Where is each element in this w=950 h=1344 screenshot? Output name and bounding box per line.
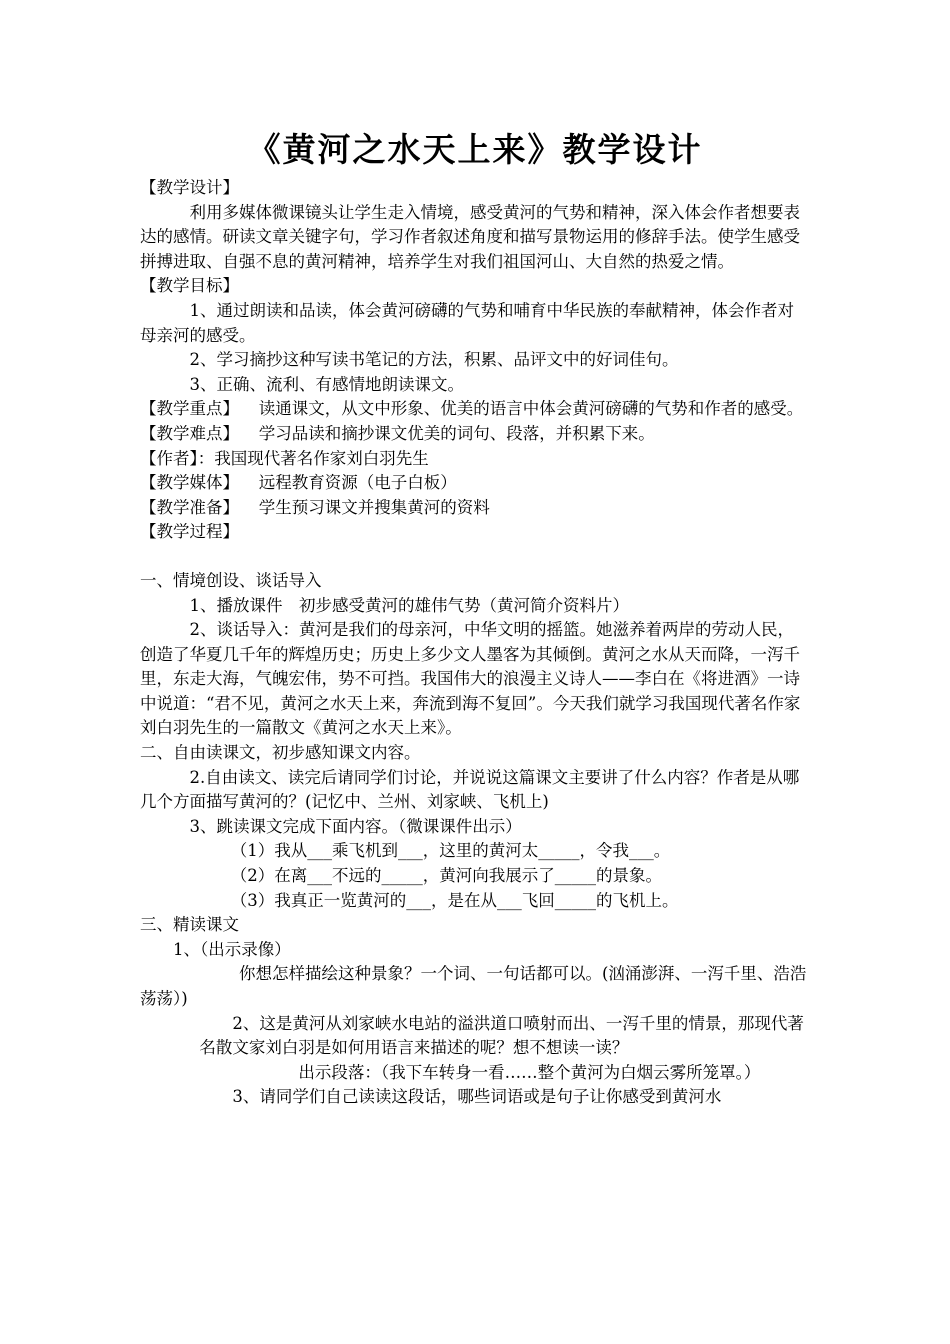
part1-item2: 2、谈话导入：黄河是我们的母亲河，中华文明的摇篮。她滋养着两岸的劳动人民，创造了华夏几千年的辉煌历史；历史上多少文人墨客为其倾倒。黄河之水从天而降，一泻千里，东走大海，气魄宏伟，势不可挡。我国伟大的浪漫主义诗人——李白在《将进酒》一诗中说道：“君不见，黄河之水天上来，奔流到海不复回”。今天我们就学习我国现代著名作家刘白羽先生的一篇散文《黄河之水天上来》。 [140, 620, 801, 738]
part3-title: 三、精读课文 [140, 915, 239, 935]
difficulty-row [140, 422, 810, 447]
part2-item3: 3、跳读课文完成下面内容。（微课课件出示） [189, 816, 522, 836]
blank-item: （1）我从___乘飞机到___，这里的黄河太_____，令我___。 [230, 841, 671, 861]
key-point-label: 【教学重点】 [140, 399, 239, 419]
author-label: 【作者】 [140, 448, 198, 468]
goals-header: 【教学目标】 [140, 276, 239, 296]
prep-label: 【教学准备】 [140, 497, 239, 517]
part1-title: 一、情境创设、谈话导入 [140, 570, 322, 590]
goal-item: 3、正确、流利、有感情地朗读课文。 [189, 374, 464, 394]
spacer [140, 545, 810, 569]
media-text: 远程教育资源（电子白板） [258, 473, 457, 493]
part3-item1: 1、（出示录像） [173, 939, 291, 959]
part3-item2-show: 出示段落：（我下车转身一看……整个黄河为白烟云雾所笼罩。） [298, 1062, 761, 1082]
part3-item2: 2、这是黄河从刘家峡水电站的溢洪道口喷射而出、一泻千里的情景，那现代著名散文家刘白羽是如何用语言来描述的呢？想不想读一读？ [199, 1013, 804, 1058]
process-header: 【教学过程】 [140, 522, 239, 542]
design-text: 利用多媒体微课镜头让学生走入情境，感受黄河的气势和精神，深入体会作者想要表达的感情。研读文章关键字句，学习作者叙述角度和描写景物运用的修辞手法。使学生感受拼搏进取、自强不息的黄河精神，培养学生对我们祖国河山、大自然的热爱之情。 [140, 202, 800, 271]
key-point-text: 读通课文，从文中形象、优美的语言中体会黄河磅礴的气势和作者的感受。 [258, 399, 804, 419]
document-title: 《黄河之水天上来》教学设计 [247, 130, 703, 169]
part3-item1-text: 你想怎样描绘这种景象？一个词、一句话都可以。(汹涌澎湃、一泻千里、浩浩荡荡）) [140, 964, 807, 1008]
prep-row [140, 496, 810, 521]
part3-item3: 3、请同学们自己读读这段话，哪些词语或是句子让你感受到黄河水 [232, 1087, 722, 1107]
goal-item: 1、通过朗读和品读，体会黄河磅礴的气势和哺育中华民族的奉献精神，体会作者对母亲河的感受。 [140, 300, 794, 345]
design-header: 【教学设计】 [140, 178, 239, 197]
goal-item: 2、学习摘抄这种写读书笔记的方法，积累、品评文中的好词佳句。 [189, 350, 679, 370]
difficulty-label: 【教学难点】 [140, 423, 239, 443]
part1-item1: 1、播放课件 初步感受黄河的雄伟气势（黄河简介资料片） [189, 595, 629, 615]
blank-item: （3）我真正一览黄河的___，是在从___飞回_____的飞机上。 [230, 890, 679, 910]
author-text: ：我国现代著名作家刘白羽先生 [197, 448, 429, 468]
part2-title: 二、自由读课文，初步感知课文内容。 [140, 743, 421, 763]
part2-item2: 2.自由读文、读完后请同学们讨论，并说说这篇课文主要讲了什么内容？作者是从哪几个方面描写黄河的？(记忆中、兰州、刘家峡、飞机上) [140, 767, 800, 812]
prep-text: 学生预习课文并搜集黄河的资料 [258, 497, 490, 517]
document-body [140, 176, 810, 1110]
media-row [140, 471, 810, 496]
author-row [140, 447, 810, 472]
blank-item: （2）在离___不远的_____，黄河向我展示了_____的景象。 [230, 866, 662, 886]
difficulty-text: 学习品读和摘抄课文优美的词句、段落，并积累下来。 [258, 423, 655, 443]
media-label: 【教学媒体】 [140, 473, 239, 493]
key-point-row [140, 397, 810, 422]
